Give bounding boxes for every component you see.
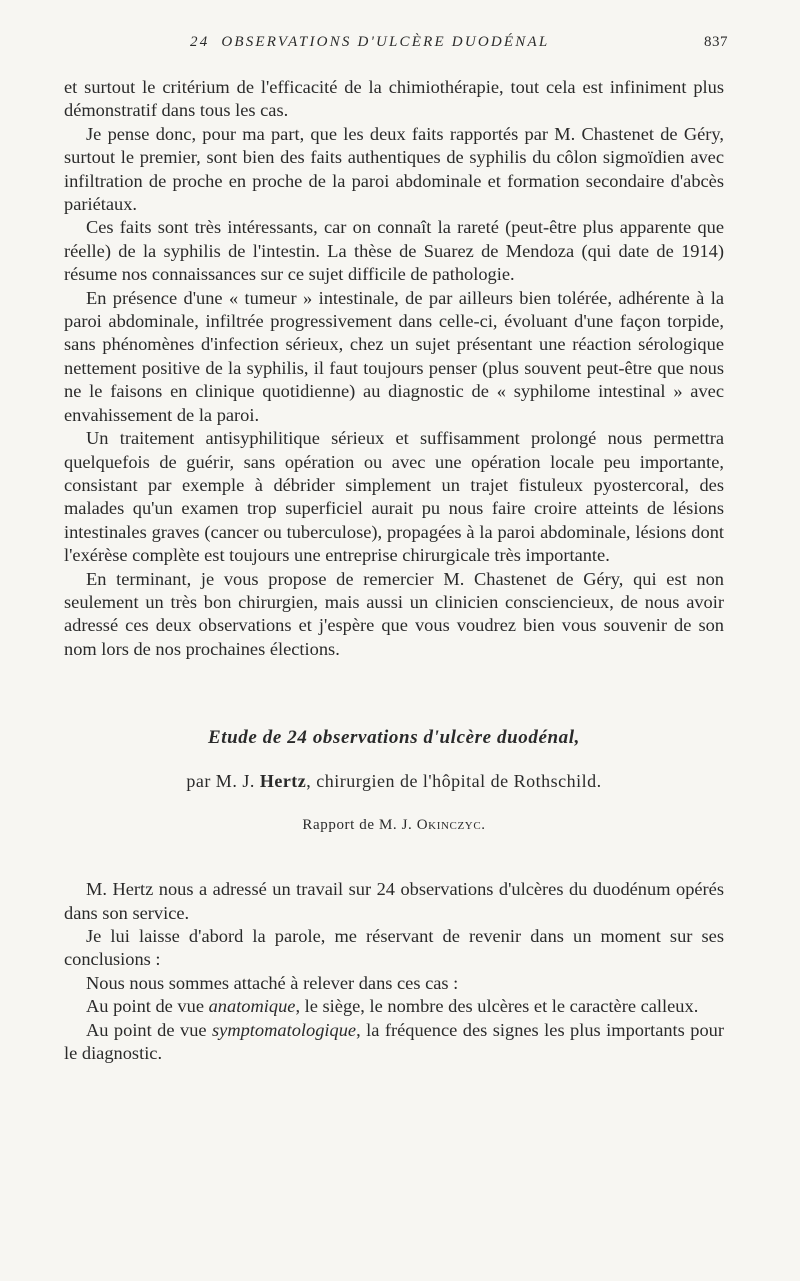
text-run: Au point de vue (86, 996, 204, 1017)
running-head (64, 28, 728, 54)
report-conclusion-section (64, 76, 724, 661)
author-name: Hertz (259, 771, 307, 792)
running-title (190, 34, 549, 51)
book-page (64, 28, 728, 1065)
paragraph: En terminant, je vous propose de remercier M. Chastenet de Géry, qui est non seulement un très bon chirurgien, mais aussi un clinicien consciencieux, de nous avoir adressé ces deux observations et j'espère que vous voudrez bien vous souvenir de son nom lors de nos prochaines élections. (64, 568, 724, 659)
paragraph: Ces faits sont très intéressants, car on connaît la rareté (peut-être plus apparente que réelle) de la syphilis de l'intestin. La thèse de Suarez de Mendoza (qui date de 1914) résume nos connaissances sur ce sujet difficile de pathologie. (64, 217, 724, 285)
report-prefix: Rapport de M. J. (302, 817, 413, 834)
paragraph: et surtout le critérium de l'efficacité de la chimiothérapie, tout cela est infiniment plus démonstratif dans tous les cas. (64, 77, 724, 121)
text-run: , la fréquence des signes les plus importants pour le diagnostic. (64, 1019, 724, 1063)
paragraph (64, 1019, 724, 1066)
paragraph (64, 995, 724, 1018)
article-title: Etude de 24 observations d'ulcère duodénal, (207, 727, 581, 749)
paragraph: Un traitement antisyphilitique sérieux et suffisamment prolongé nous permettra quelquefois de guérir, sans opération ou avec une opération locale peu importante, consistant par exemple à débrider simplement un trajet fistuleux pyostercoral, des malades qu'un examen trop superficiel aurait pu nous faire croire atteints de lésions intestinales graves (cancer ou tuberculose), propagées à la paroi abdominale, lésions dont l'exérèse complète est toujours une entreprise chirurgicale très importante. (64, 428, 724, 566)
page-number: 837 (704, 34, 728, 50)
paragraph: En présence d'une « tumeur » intestinale, de par ailleurs bien tolérée, adhérente à la paroi abdominale, infiltrée progressivement dans celle-ci, évoluant d'une façon torpide, sans phénomènes d'infection sérieux, chez un sujet présentant une réaction sérologique nettement positive de la syphilis, il faut toujours penser (plus souvent peut-être que nous ne le faisons en clinique quotidienne) au diagnostic de « syphilome intestinal » avec envahissement de la paroi. (64, 287, 724, 425)
text-run: Au point de vue (86, 1019, 207, 1040)
paragraph: Nous nous sommes attaché à relever dans ces cas : (86, 972, 459, 993)
text-run: , le siège, le nombre des ulcères et le caractère calleux. (295, 996, 699, 1017)
page-number-left: 24 (190, 34, 210, 50)
emphasis-symptomatologique: symptomatologique (212, 1019, 357, 1040)
article-body (64, 878, 724, 1065)
emphasis-anatomique: anatomique (208, 996, 296, 1017)
paragraph: Je pense donc, pour ma part, que les deux faits rapportés par M. Chastenet de Géry, surtout le premier, sont bien des faits authentiques de syphilis du côlon sigmoïdien avec infiltration de proche en proche de la paroi abdominale et formation secondaire d'abcès pariétaux. (64, 123, 724, 215)
report-byline (64, 817, 724, 834)
author-prefix: par M. J. (186, 771, 255, 792)
author-affiliation: , chirurgien de l'hôpital de Rothschild. (306, 771, 602, 792)
paragraph: Je lui laisse d'abord la parole, me réservant de revenir dans un moment sur ses conclusions : (64, 925, 724, 970)
reporter-name: Okinczyc. (416, 817, 486, 834)
running-title-text: OBSERVATIONS D'ULCÈRE DUODÉNAL (221, 34, 550, 50)
article-author (64, 771, 724, 792)
paragraph: M. Hertz nous a adressé un travail sur 24 observations d'ulcères du duodénum opérés dans son service. (64, 879, 724, 923)
